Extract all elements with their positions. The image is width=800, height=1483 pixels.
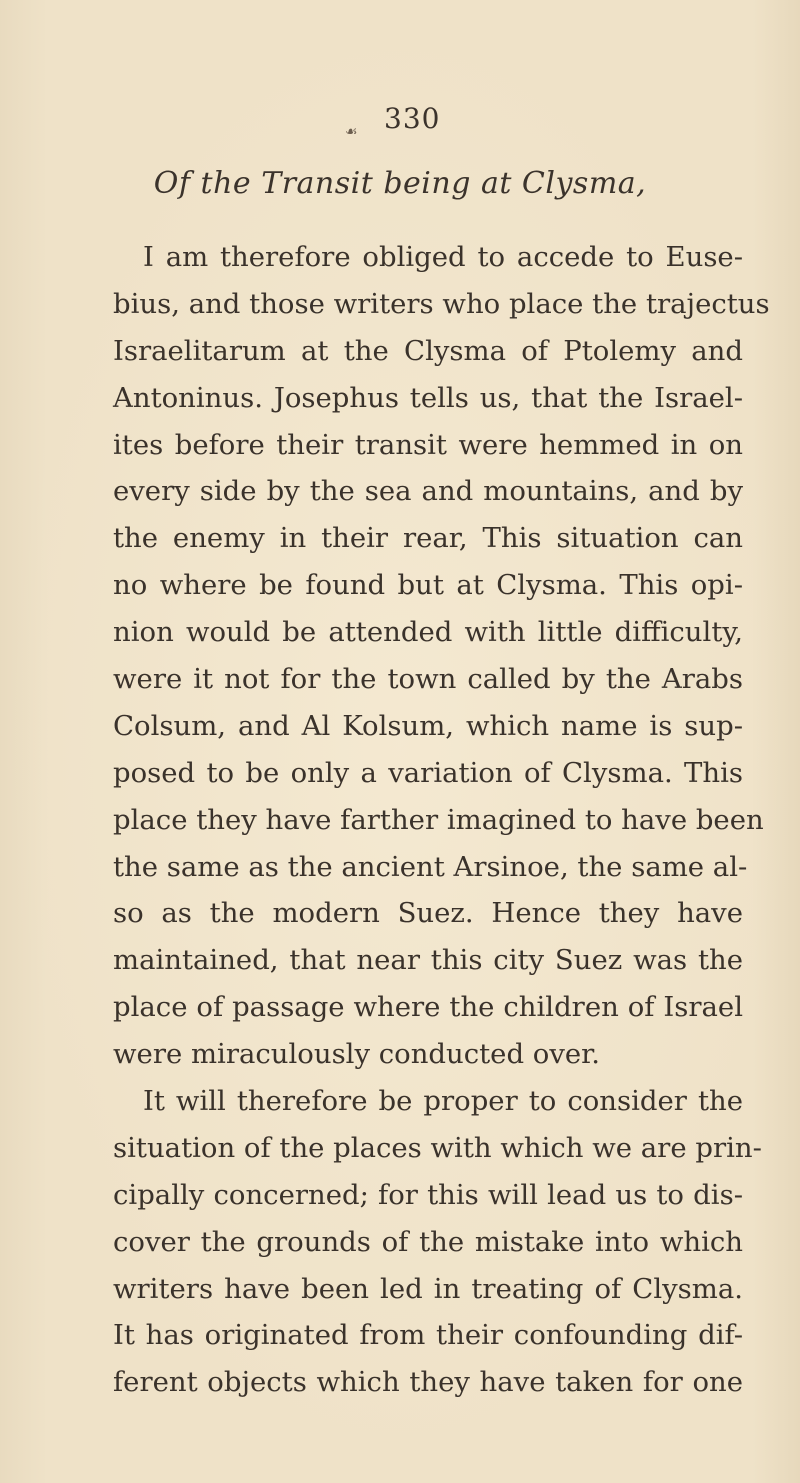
text-line: nion would be attended with little difficulty, (113, 616, 743, 649)
text-line: cipally concerned; for this will lead us to dis- (113, 1178, 743, 1211)
text-line: posed to be only a variation of Clysma. This (113, 756, 743, 789)
text-line: writers have been led in treating of Clysma. (113, 1272, 743, 1305)
text-line: were miraculously conducted over. (113, 1038, 601, 1071)
text-line: I am therefore obliged to accede to Euse- (143, 241, 743, 273)
body-text (113, 234, 770, 1406)
text-line: maintained, that near this city Suez was the (113, 944, 743, 977)
text-line: It will therefore be proper to consider the (143, 1085, 743, 1118)
text-line: It has originated from their confounding dif- (113, 1319, 743, 1352)
text-line: no where be found but at Clysma. This opi- (113, 569, 743, 602)
text-line: ites before their transit were hemmed in on (113, 428, 743, 461)
ornament-mark: ☙ (345, 124, 358, 140)
text-line: place they have farther imagined to have been (113, 803, 764, 836)
text-line: place of passage where the children of Israel (113, 991, 743, 1024)
text-line: the same as the ancient Arsinoe, the same al- (113, 850, 748, 883)
text-line: so as the modern Suez. Hence they have (113, 897, 743, 930)
text-line: situation of the places with which we are prin- (113, 1131, 762, 1164)
text-line: cover the grounds of the mistake into which (113, 1225, 743, 1258)
text-line: were it not for the town called by the Arabs (113, 663, 743, 696)
text-line: Antoninus. Josephus tells us, that the Israel- (113, 381, 743, 414)
running-heading: Of the Transit being at Clysma, (153, 166, 647, 201)
text-line: bius, and those writers who place the trajectus (113, 287, 770, 320)
text-line: ferent objects which they have taken for one (113, 1366, 743, 1399)
text-line: the enemy in their rear, This situation can (113, 522, 743, 555)
page-number: 330 (384, 102, 441, 135)
text-line: Colsum, and Al Kolsum, which name is sup- (113, 709, 743, 742)
text-line: Israelitarum at the Clysma of Ptolemy and (113, 334, 743, 367)
text-line: every side by the sea and mountains, and by (113, 475, 743, 508)
